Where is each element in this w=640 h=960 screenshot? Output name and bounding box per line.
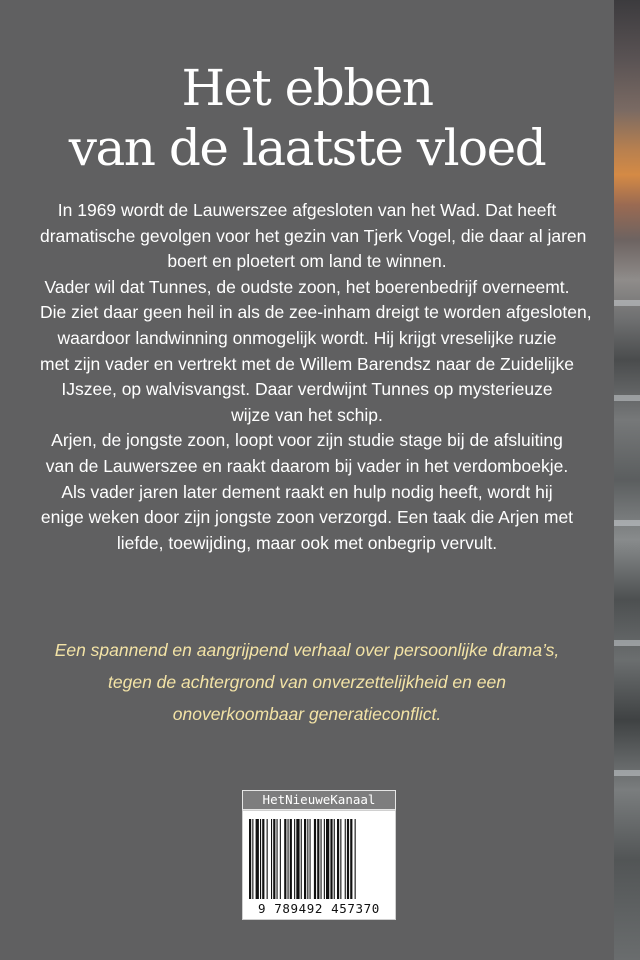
barcode-bar (249, 819, 251, 899)
blurb-line: waardoor landwinning onmogelijk wordt. Hij krijgt vreselijke ruzie (57, 327, 557, 348)
barcode-bar (326, 819, 329, 899)
barcode-bar (271, 819, 272, 899)
barcode-bar (288, 819, 289, 899)
barcode-bar (321, 819, 322, 899)
tagline-line: onoverkoombaar generatieconflict. (172, 704, 442, 724)
blurb-line: Arjen, de jongste zoon, loopt voor zijn studie stage bij de afsluiting (51, 430, 563, 451)
barcode-bar (340, 819, 341, 899)
barcode-bar (337, 819, 339, 899)
barcode-bar (294, 819, 295, 899)
blurb-line: liefde, toewijding, maar ook met onbegrip vervult. (116, 532, 498, 553)
book-title (0, 58, 614, 178)
barcode-bar (262, 819, 264, 899)
isbn-number: 9 789492 457370 (258, 901, 380, 916)
blurb-line: Vader wil dat Tunnes, de oudste zoon, het boerenbedrijf overneemt. (44, 276, 570, 297)
barcode-bar (355, 819, 356, 899)
blurb-line: wijze van het schip. (231, 404, 383, 425)
barcode-bar (260, 819, 261, 899)
publisher-label: HetNieuweKanaal (242, 790, 396, 810)
blurb-line: boert en ploetert om land te winnen. (167, 251, 447, 272)
blurb (40, 198, 592, 556)
title-line-1: Het ebben (181, 59, 433, 117)
barcode-bar (347, 819, 349, 899)
barcode-bar (256, 819, 259, 899)
barcode-bar (330, 819, 332, 899)
barcode-icon (249, 819, 389, 899)
barcode-bar (334, 819, 335, 899)
title-line-2: van de laatste vloed (68, 119, 546, 177)
blurb-line: met zijn vader en vertrekt met de Willem Barendsz naar de Zuidelijke (40, 353, 574, 374)
barcode-bar (350, 819, 352, 899)
barcode-bar (252, 819, 253, 899)
blurb-line: Die ziet daar geen heil in als de zee-inham dreigt te worden afgesloten, (40, 302, 592, 323)
barcode-bar (267, 819, 268, 899)
blurb-line: In 1969 wordt de Lauwerszee afgesloten van het Wad. Dat heeft (57, 200, 557, 220)
barcode-bar (290, 819, 292, 899)
barcode-bar (284, 819, 286, 899)
barcode-bar (324, 819, 325, 899)
barcode-bar (277, 819, 278, 899)
barcode-bar (273, 819, 275, 899)
blurb-line: enige weken door zijn jongste zoon verzorgd. Een taak die Arjen met (40, 507, 574, 528)
tagline (40, 634, 574, 730)
barcode-bar (317, 819, 319, 899)
blurb-line: dramatische gevolgen voor het gezin van Tjerk Vogel, die daar al jaren (40, 225, 587, 246)
barcode-bar (345, 819, 346, 899)
blurb-line: van de Lauwerszee en raakt daarom bij vader in het verdomboekje. (45, 455, 569, 476)
barcode-bar (307, 819, 308, 899)
barcode-bar (280, 819, 281, 899)
tagline-line: tegen de achtergrond van onverzettelijkheid en een (108, 672, 506, 692)
isbn-barcode (242, 810, 396, 920)
blurb-line: Als vader jaren later dement raakt en hulp nodig heeft, wordt hij (61, 481, 553, 502)
tagline-line: Een spannend en aangrijpend verhaal over persoonlijke drama’s, (54, 640, 560, 660)
barcode-bar (301, 819, 302, 899)
barcode-bar (296, 819, 299, 899)
barcode-bar (310, 819, 311, 899)
barcode-bar (314, 819, 316, 899)
barcode-bar (304, 819, 306, 899)
cover-photo-edge (614, 0, 640, 960)
blurb-line: IJszee, op walvisvangst. Daar verdwijnt Tunnes op mysterieuze (61, 379, 553, 400)
